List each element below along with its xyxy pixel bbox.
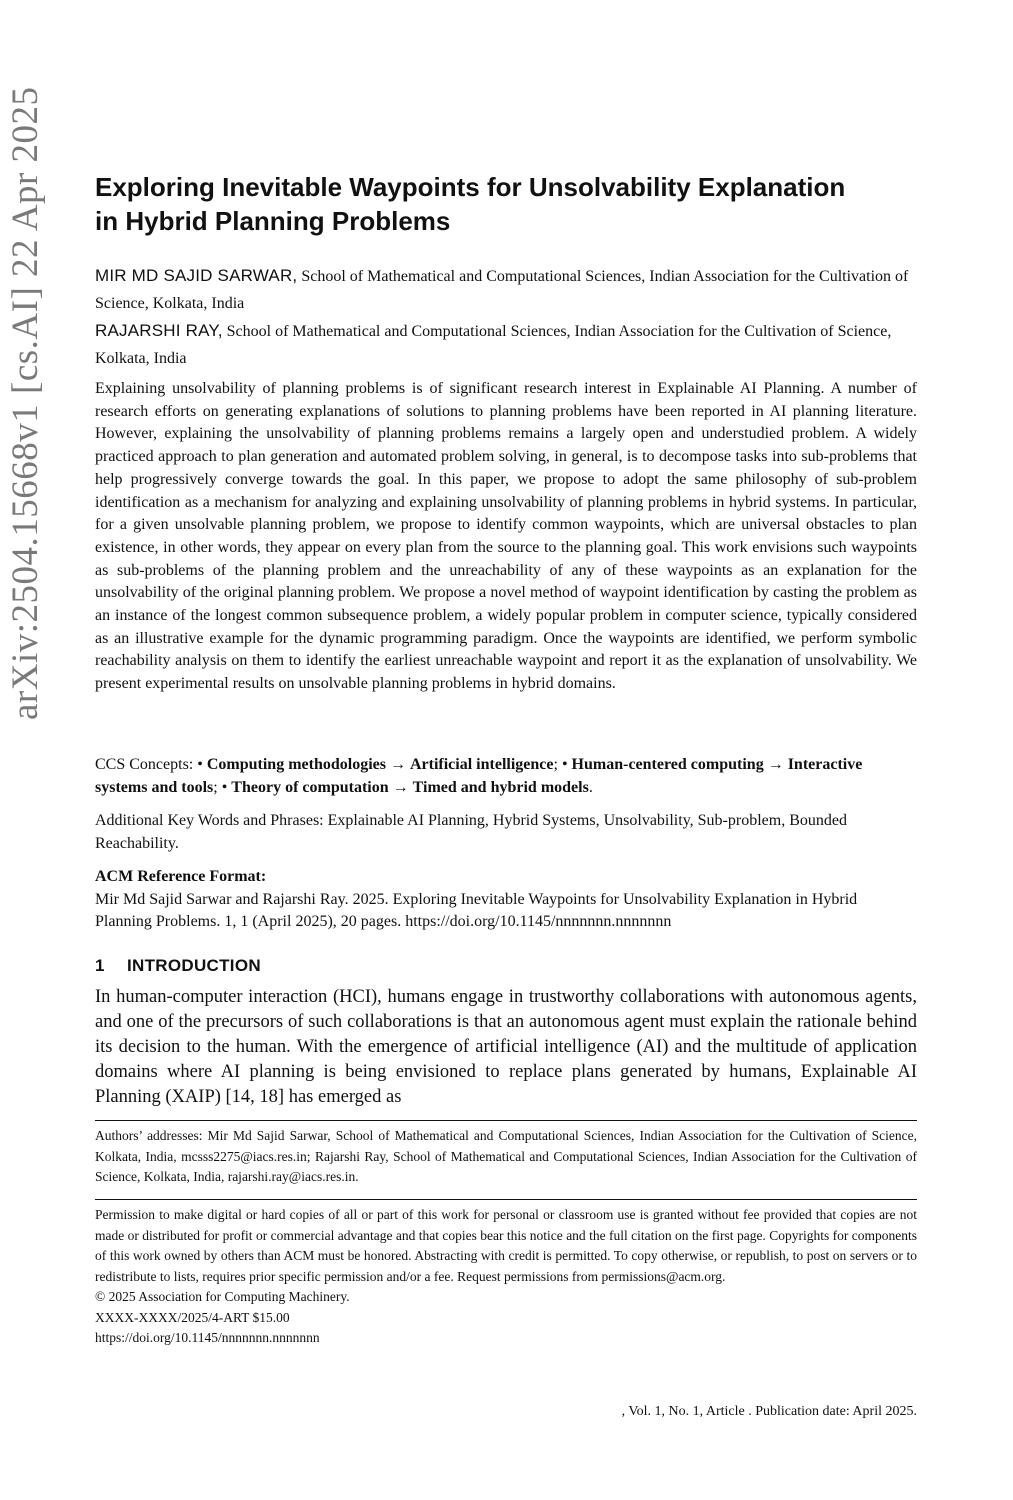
section-heading [95,954,917,978]
title-line-2: in Hybrid Planning Problems [95,206,451,236]
acm-reference-text: Mir Md Sajid Sarwar and Rajarshi Ray. 2025. Exploring Inevitable Waypoints for Unsolvability Explanation in Hybrid Planning Problems. 1, 1 (April 2025), 20 pages. https://doi.org/10.1145/nnnnnnn.nnnnnnn [95,890,858,930]
ccs-arrow-2: → [767,756,784,773]
paper-title [95,170,917,238]
author-1-affiliation: School of Mathematical and Computational Sciences, Indian Association for the Cultivation of Science, Kolkata, India [95,268,909,312]
ccs-sep-1: ; [553,756,562,773]
section-number: 1 [95,956,105,975]
ccs-concept-2-sub: Interactive systems and tools [95,756,863,796]
section-title: INTRODUCTION [127,956,261,975]
page-footer: , Vol. 1, No. 1, Article . Publication date: April 2025. [621,1404,917,1419]
author-2-affiliation: School of Mathematical and Computational Sciences, Indian Association for the Cultivation of Science, Kolkata, India [95,323,892,367]
ccs-label: CCS Concepts: [95,756,198,773]
permission-block [95,1205,917,1349]
permission-text: Permission to make digital or hard copies of all or part of this work for personal or classroom use is granted without fee provided that copies are not made or distributed for profit or commercial advantage and that copies bear this notice and the full citation on the first page. Copyrights for components of this work owned by others than ACM must be honored. Abstracting with credit is permitted. To copy otherwise, or republish, to post on servers or to redistribute to lists, requires prior specific permission and/or a fee. Request permissions from permissions@acm.org. [95,1207,917,1284]
isbn-line: XXXX-XXXX/2025/4-ART $15.00 [95,1309,290,1325]
abstract: Explaining unsolvability of planning problems is of significant research interest in Explainable AI Planning. A number of research efforts on generating explanations of solutions to planning problems have been reported in AI planning literature. However, explaining the unsolvability of planning problems remains a largely open and understudied problem. A widely practiced approach to plan generation and automated problem solving, in general, is to decompose tasks into sub-problems that help progressively converge towards the goal. In this paper, we propose to adopt the same philosophy of sub-problem identification as a mechanism for analyzing and explaining unsolvability of planning problems in hybrid systems. In particular, for a given unsolvable planning problem, we propose to identify common waypoints, which are universal obstacles to plan existence, in other words, they appear on every plan from the source to the planning goal. This work envisions such waypoints as sub-problems of the planning problem and the unreachability of any of these waypoints as an explanation for the unsolvability of the original planning problem. We propose a novel method of waypoint identification by casting the problem as an instance of the longest common subsequence problem, a widely popular problem in computer science, typically considered as an illustrative example for the dynamic programming paradigm. Once the waypoints are identified, we perform symbolic reachability analysis on them to identify the earliest unreachable waypoint and report it as the explanation of unsolvability. We present experimental results on unsolvable planning problems in hybrid domains. [95,380,917,693]
copyright-line: © 2025 Association for Computing Machinery. [95,1289,350,1304]
author-block [95,262,917,372]
author-2-name: RAJARSHI RAY, [95,321,223,340]
ccs-bullet-1: • [197,756,203,773]
ccs-concept-3-sub: Timed and hybrid models [412,778,589,796]
author-1-name: MIR MD SAJID SARWAR, [95,266,298,285]
permission-divider [95,1199,917,1200]
author-1 [95,262,917,317]
ccs-arrow-3: → [392,778,409,796]
title-line-1: Exploring Inevitable Waypoints for Unsolvability Explanation [95,172,846,202]
ccs-concept-3: Theory of computation [231,778,389,796]
ccs-concepts [95,754,917,799]
ccs-arrow-1: → [389,756,406,773]
intro-paragraph: In human-computer interaction (HCI), humans engage in trustworthy collaborations with autonomous agents, and one of the precursors of such collaborations is that an autonomous agent must explain the rationale behind its decision to the human. With the emergence of artificial intelligence (AI) and the multitude of application domains where AI planning is being envisioned to replace plans generated by humans, Explainable AI Planning (XAIP) [14, 18] has emerged as [95,987,917,1107]
authors-addresses: Authors’ addresses: Mir Md Sajid Sarwar, School of Mathematical and Computational Sciences, Indian Association for the Cultivation of Science, Kolkata, India, mcsss2275@iacs.res.in; Rajarshi Ray, School of Mathematical and Computational Sciences, Indian Association for the Cultivation of Science, Kolkata, India, rajarshi.ray@iacs.res.in. [95,1128,917,1184]
ccs-concept-1-sub: Artificial intelligence [409,756,554,773]
ccs-end: . [588,778,593,796]
author-2 [95,317,917,372]
acm-reference [95,866,917,934]
ccs-bullet-3: • [221,778,228,796]
keywords: Additional Key Words and Phrases: Explainable AI Planning, Hybrid Systems, Unsolvability, Sub-problem, Bounded Reachability. [95,812,847,852]
ccs-sep-2: ; [213,778,222,796]
acm-reference-heading: ACM Reference Format: [95,868,267,885]
ccs-concept-1: Computing methodologies [206,756,386,773]
doi-link[interactable]: https://doi.org/10.1145/nnnnnnn.nnnnnnn [95,1330,320,1345]
arxiv-stamp-text: arXiv:2504.15668v1 [cs.AI] 22 Apr 2025 [5,86,46,720]
ccs-concept-2: Human-centered computing [571,756,764,773]
ccs-bullet-2: • [561,756,568,773]
footnote-divider [95,1120,917,1121]
